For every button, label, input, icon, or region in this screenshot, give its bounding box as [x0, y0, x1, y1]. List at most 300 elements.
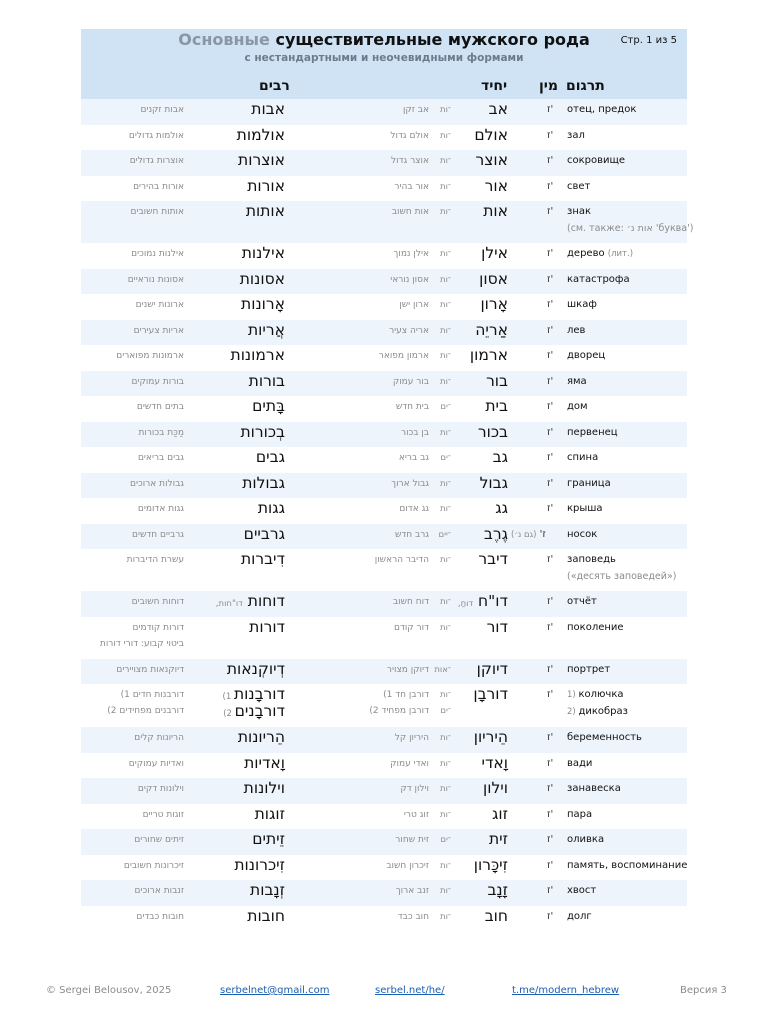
gender-text: ז'	[547, 910, 554, 922]
singular-word: זָנָב	[487, 881, 508, 899]
plural-example: מַכַּת בכורות	[138, 427, 184, 438]
singular-cell	[485, 177, 508, 195]
plural-suffix: ־ות	[440, 504, 451, 514]
translation-cell	[567, 274, 630, 285]
plural-cell	[227, 660, 285, 678]
translation-text: знак	[567, 206, 592, 217]
translation-text: свет	[567, 180, 591, 192]
gender-text: ז'	[547, 324, 554, 336]
plural-example: גרביים חדשים	[131, 529, 184, 540]
example-text: דורבנים מפחידים	[119, 706, 184, 716]
singular-cell	[479, 270, 508, 288]
gender-text: ז'	[547, 155, 554, 166]
translation-text: дикобраз	[578, 706, 628, 717]
plural-word: דורות	[249, 617, 285, 636]
singular-word: אַריֵה	[475, 320, 508, 339]
plural-suffix: ־ות	[440, 207, 451, 217]
translation-text: носок	[567, 528, 598, 540]
plural-suffix: ־ות	[440, 911, 451, 922]
gender-text: ז'	[547, 834, 554, 845]
singular-cell	[473, 685, 508, 703]
site-link[interactable]: serbel.net/he/	[375, 985, 445, 996]
translation-cell	[567, 834, 604, 845]
singular-word: זית	[488, 830, 508, 848]
gender-cell	[547, 401, 553, 412]
gender-cell	[547, 181, 553, 192]
table-row	[81, 804, 687, 830]
table-row	[81, 125, 687, 151]
translation-text: дворец	[567, 350, 606, 361]
translation-text: колючка	[578, 689, 624, 700]
table-row	[81, 659, 687, 685]
singular-cell	[492, 805, 508, 823]
gender-text: ז'	[547, 273, 554, 285]
translation-cell	[567, 248, 633, 259]
plural-word: זְנָבות	[250, 881, 285, 899]
plural-word: דורבָנים	[234, 702, 285, 720]
plural-word: אָרונות	[241, 295, 285, 313]
table-row	[81, 371, 687, 397]
plural-example: זיתים שחורים	[134, 835, 184, 845]
singular-example: הדיבר הראשון	[374, 555, 429, 565]
singular-cell	[474, 728, 508, 746]
translation-cell	[567, 732, 642, 743]
gender-cell	[547, 350, 553, 361]
gender-cell	[547, 622, 553, 633]
translation-text: первенец	[567, 426, 618, 438]
plural-word: גגות	[257, 499, 285, 517]
gender-text: ז'	[547, 808, 554, 820]
page-title	[81, 30, 687, 49]
singular-word: אילן	[481, 244, 508, 262]
singular-alt: דוחַ,	[457, 599, 474, 609]
singular-word: ארמון	[469, 346, 508, 364]
gender-text: ז'	[547, 180, 554, 192]
singular-cell	[481, 244, 508, 262]
table-row	[81, 345, 687, 371]
plural-cell	[242, 244, 285, 262]
table-row	[81, 524, 687, 550]
table-row	[81, 422, 687, 448]
gender-text: ז'	[547, 757, 554, 769]
plural-example: אולמות גדולים	[128, 130, 184, 141]
translation-text: шкаф	[567, 299, 597, 310]
gender-cell	[547, 834, 553, 845]
plural-word: גבים	[255, 448, 285, 466]
gender-text: ז'	[547, 350, 554, 361]
translation-text: оливка	[567, 834, 605, 845]
translation-cell	[567, 155, 625, 166]
translation-cell	[567, 885, 596, 896]
singular-example: גג אדום	[399, 504, 429, 514]
gender-cell	[547, 452, 553, 463]
singular-example: בית חדש	[395, 402, 429, 412]
singular-word: גג	[495, 499, 508, 517]
plural-word: וילונות	[243, 779, 285, 797]
email-link[interactable]: serbelnet@gmail.com	[220, 985, 330, 996]
translation-cell	[567, 503, 603, 514]
table-row	[81, 684, 687, 727]
table-row	[81, 829, 687, 855]
gender-cell	[547, 809, 553, 820]
table-row	[81, 906, 687, 932]
plural-suffix: ־ות	[440, 690, 451, 700]
singular-word: בור	[486, 371, 508, 390]
plural-word: גבולות	[242, 473, 285, 492]
singular-example: דור קודם	[393, 622, 429, 633]
plural-suffix: ־ות	[440, 249, 451, 259]
plural-suffix: ־ות	[440, 886, 451, 896]
singular-example: דורבן חד 1)	[383, 690, 429, 700]
plural-cell	[251, 100, 285, 118]
singular-example: זית שחור	[395, 835, 429, 845]
plural-cell	[241, 550, 285, 568]
plural-suffix: ־ות	[440, 427, 451, 438]
plural-suffix: ־ות	[440, 376, 451, 387]
translation-text: дом	[567, 401, 588, 412]
plural-word: אוצרות	[238, 151, 285, 169]
gender-cell	[547, 325, 553, 336]
singular-cell	[477, 660, 508, 678]
plural-suffix: ־ים	[440, 453, 451, 463]
translation-cell	[567, 206, 591, 217]
example-text: דורבן חד	[395, 690, 429, 700]
singular-word: אסון	[479, 269, 508, 288]
plural-word: בְכורות	[240, 422, 285, 441]
singular-word: אב	[488, 100, 508, 118]
footer-email[interactable]	[220, 985, 329, 996]
plural-word: זֵיתים	[252, 830, 285, 848]
table-row	[81, 176, 687, 202]
singular-example: אוצר גדול	[391, 156, 429, 166]
plural-example: גבולות ארוכים	[130, 478, 184, 489]
plural-example: אותות חשובים	[130, 207, 184, 217]
plural-cell	[244, 754, 285, 772]
plural-cell	[231, 346, 285, 364]
translation-text: яма	[567, 375, 587, 387]
plural-suffix: ־ות	[440, 181, 451, 192]
singular-word: אוצר	[475, 151, 508, 169]
translation-text: заповедь	[567, 554, 616, 565]
translation-cell	[567, 325, 585, 336]
translation-cell	[567, 529, 597, 540]
singular-cell	[475, 321, 508, 339]
plural-example: זיכרונות חשובים	[123, 860, 184, 871]
plural-word: דורבָנות	[233, 685, 285, 703]
plural-example: ארונות ישנים	[135, 300, 184, 310]
plural-word: זוגות	[254, 804, 285, 823]
plural-cell	[240, 270, 285, 288]
gender-cell	[547, 299, 553, 310]
singular-cell	[487, 618, 508, 636]
gender-text: ז'	[547, 248, 554, 259]
singular-cell	[489, 100, 508, 118]
gender-cell	[547, 860, 553, 871]
plural-cell	[241, 295, 285, 313]
table-header	[81, 29, 687, 99]
singular-cell	[486, 372, 508, 390]
gender-cell	[547, 478, 553, 489]
translation-cell	[567, 809, 592, 820]
plural-suffix: ־ות	[440, 274, 451, 285]
translation-text: долг	[567, 910, 592, 922]
footer-site[interactable]	[375, 985, 445, 996]
singular-cell	[485, 907, 508, 925]
translation-cell	[567, 181, 590, 192]
plural-word: גרביים	[243, 524, 285, 543]
translation-text: зал	[567, 129, 585, 141]
gender-text: ז'	[547, 299, 554, 310]
table-row	[81, 201, 694, 243]
singular-cell	[478, 423, 508, 441]
plural-alt: דו"חות,	[215, 599, 243, 609]
footer-telegram[interactable]	[512, 985, 619, 996]
translation-text: отчёт	[567, 596, 597, 607]
translation-cell	[567, 401, 588, 412]
translation-cell-2	[567, 706, 628, 717]
gender-cell	[547, 248, 553, 259]
plural-cell	[250, 881, 285, 899]
translation-text: вади	[567, 757, 593, 769]
plural-example: הריונות קלים	[134, 733, 184, 743]
plural-example: חובות כבדים	[136, 911, 184, 922]
translation-cell	[567, 299, 597, 310]
singular-example: וילון דק	[400, 784, 429, 794]
plural-example: אורות בהירים	[133, 181, 184, 192]
gender-cell	[547, 206, 553, 217]
translation-cell	[567, 376, 587, 387]
singular-example: גב בריא	[398, 453, 429, 463]
singular-example: דוח חשוב	[392, 597, 429, 607]
plural-suffix: ־ות	[440, 784, 451, 794]
plural-cell	[252, 397, 285, 415]
singular-cell	[484, 525, 508, 543]
plural-suffix: ־ות	[440, 156, 451, 166]
plural-suffix: ־ות	[440, 478, 451, 489]
column-header-gender: מין	[539, 78, 559, 94]
plural-word: אֲריות	[248, 320, 285, 339]
translation-text: граница	[567, 477, 611, 489]
telegram-link[interactable]: t.me/modern_hebrew	[512, 985, 620, 996]
singular-word: זִיכָּרון	[473, 855, 508, 874]
plural-example: זוגות טריים	[142, 809, 184, 820]
plural-cell	[247, 177, 285, 195]
plural-example: זנבות ארוכים	[134, 886, 184, 896]
plural-suffix: ־ות	[440, 105, 451, 115]
plural-suffix: ־ות	[440, 733, 451, 743]
plural-cell	[238, 728, 285, 746]
plural-cell	[237, 126, 285, 144]
example-text: דורבנות חדים	[132, 690, 184, 700]
translation-cell	[567, 689, 623, 700]
plural-word: אולמות	[236, 125, 285, 144]
singular-cell	[478, 550, 508, 568]
translation-note: (см. также: אות נ׳ 'буква')	[567, 223, 694, 234]
gender-text: ז'	[547, 783, 554, 794]
translation-note: («десять заповедей»)	[567, 571, 677, 582]
sense-number: 1)	[222, 692, 234, 702]
gender-text: ז'	[547, 452, 554, 463]
translation-text: крыша	[567, 503, 603, 514]
plural-word: הֵריונות	[237, 728, 285, 746]
singular-cell	[481, 754, 508, 772]
plural-cell	[223, 685, 285, 703]
translation-cell	[567, 554, 616, 565]
footer-copyright: © Sergei Belousov, 2025	[46, 985, 172, 996]
singular-cell	[458, 592, 508, 610]
translation-text: занавеска	[567, 783, 621, 794]
singular-word: גבול	[479, 473, 508, 492]
gender-text: ז'	[547, 503, 554, 514]
gender-text: ז'	[547, 375, 554, 387]
gender-text: ז'	[547, 554, 554, 565]
gender-cell	[547, 130, 553, 141]
plural-cell	[248, 321, 285, 339]
singular-example-2: דורבן מפחיד 2)	[369, 706, 429, 716]
gender-text: ז'	[547, 104, 554, 115]
plural-example-2: דורבנים מפחידים 2)	[107, 706, 184, 716]
table-row	[81, 549, 687, 591]
singular-word: זוג	[492, 804, 508, 823]
plural-suffix: ־ות	[440, 130, 451, 141]
plural-example: ארמונות מפוארים	[116, 351, 184, 361]
plural-cell	[244, 779, 285, 797]
plural-suffix: ־ות	[440, 300, 451, 310]
singular-word: גֶרֶב	[483, 524, 508, 543]
gender-text: ז'	[547, 663, 554, 675]
singular-example: גבול ארוך	[391, 478, 429, 489]
plural-cell	[247, 907, 285, 925]
table-row	[81, 778, 687, 804]
gender-text: ז'	[547, 401, 554, 412]
singular-cell	[495, 499, 508, 517]
table-row	[81, 396, 687, 422]
singular-word: בכור	[477, 422, 508, 441]
singular-example: אילן נמוך	[393, 249, 429, 259]
plural-cell	[242, 474, 285, 492]
translation-cell	[567, 911, 592, 922]
plural-suffix-2: ־ים	[440, 706, 451, 716]
singular-cell	[475, 151, 508, 169]
plural-example-2: ביטוי קבוע: דורי דורות	[99, 638, 184, 649]
plural-cell	[249, 372, 285, 390]
gender-cell	[547, 274, 553, 285]
singular-example: בן בכור	[400, 427, 429, 438]
singular-example: היריון קל	[394, 733, 429, 743]
plural-word: בָּתים	[252, 397, 285, 415]
singular-cell	[474, 856, 508, 874]
plural-suffix: ־ים	[440, 402, 451, 412]
table-row	[81, 294, 687, 320]
translation-text: беременность	[567, 732, 642, 743]
plural-cell	[258, 499, 285, 517]
singular-word: דור	[486, 617, 508, 636]
plural-example: אריות צעירים	[133, 325, 184, 336]
translation-note: (лит.)	[607, 249, 634, 259]
table-row	[81, 727, 687, 753]
plural-word: דוחות	[247, 592, 285, 610]
plural-word: אילנות	[241, 244, 285, 262]
plural-suffix: ־ות	[440, 325, 451, 336]
gender-cell	[547, 104, 553, 115]
singular-example: אב זקן	[402, 105, 429, 115]
gender-text: ז'	[547, 206, 554, 217]
plural-suffix: ־ות	[440, 809, 451, 820]
plural-cell	[244, 525, 285, 543]
translation-cell	[567, 596, 597, 607]
plural-example: אסונות נוראיים	[127, 274, 184, 285]
singular-cell	[483, 202, 508, 220]
table-row	[81, 591, 687, 617]
plural-word: חובות	[247, 906, 285, 925]
singular-cell	[487, 881, 508, 899]
gender-cell	[511, 529, 546, 540]
singular-example: זיכרון חשוב	[386, 860, 429, 871]
plural-example: וילונות דקים	[137, 784, 184, 794]
table-row	[81, 498, 687, 524]
translation-text: хвост	[567, 885, 597, 896]
plural-example: גבים בריאים	[137, 453, 184, 463]
gender-text: ז'	[547, 732, 554, 743]
title-main: существительные мужского рода	[275, 30, 590, 49]
table-row	[81, 243, 687, 269]
singular-word: הֵיריון	[473, 728, 508, 746]
plural-word: זִיכרונות	[234, 855, 285, 874]
translation-text: дерево	[567, 248, 605, 259]
plural-suffix: ־ות	[440, 758, 451, 769]
gender-text: ז'	[547, 689, 554, 700]
singular-example: בור עמוק	[392, 376, 429, 387]
plural-suffix: ־ות	[440, 622, 451, 633]
singular-word: אָרון	[480, 295, 508, 313]
plural-suffix: ־ות	[440, 555, 451, 565]
singular-example: אסון נוראי	[390, 274, 429, 285]
plural-word: ארמונות	[230, 346, 285, 364]
singular-word: וָאדי	[481, 753, 508, 772]
singular-word: אולם	[474, 125, 508, 144]
column-header-translation: תרגום	[566, 78, 605, 94]
singular-cell	[470, 346, 508, 364]
gender-cell	[547, 783, 553, 794]
translation-cell	[567, 427, 618, 438]
gender-cell	[547, 503, 553, 514]
translation-cell	[567, 350, 605, 361]
singular-example: זוג טרי	[403, 809, 429, 820]
plural-cell	[252, 830, 285, 848]
gender-text: ז'	[547, 596, 554, 607]
translation-cell	[567, 104, 636, 115]
plural-word: אותות	[245, 202, 285, 220]
singular-example: ואדי עמוק	[390, 758, 429, 769]
table-row	[81, 99, 687, 125]
title-accent: Основные	[178, 30, 270, 49]
plural-word: וָאדיות	[244, 753, 285, 772]
gender-cell	[547, 376, 553, 387]
plural-example: דיוקנאות מצויירים	[116, 664, 184, 675]
plural-example: גגות אדומים	[137, 504, 184, 514]
gender-text: ז'	[547, 129, 554, 141]
plural-example: אבות זקנים	[140, 105, 184, 115]
plural-example: אוצרות גדולים	[129, 156, 184, 166]
table-row	[81, 320, 687, 346]
singular-word: וילון	[483, 779, 508, 797]
plural-suffix: ־יים	[438, 529, 451, 540]
singular-cell	[489, 830, 508, 848]
translation-cell	[567, 130, 585, 141]
table-row	[81, 150, 687, 176]
gender-cell	[547, 664, 553, 675]
translation-text: поколение	[567, 621, 624, 633]
